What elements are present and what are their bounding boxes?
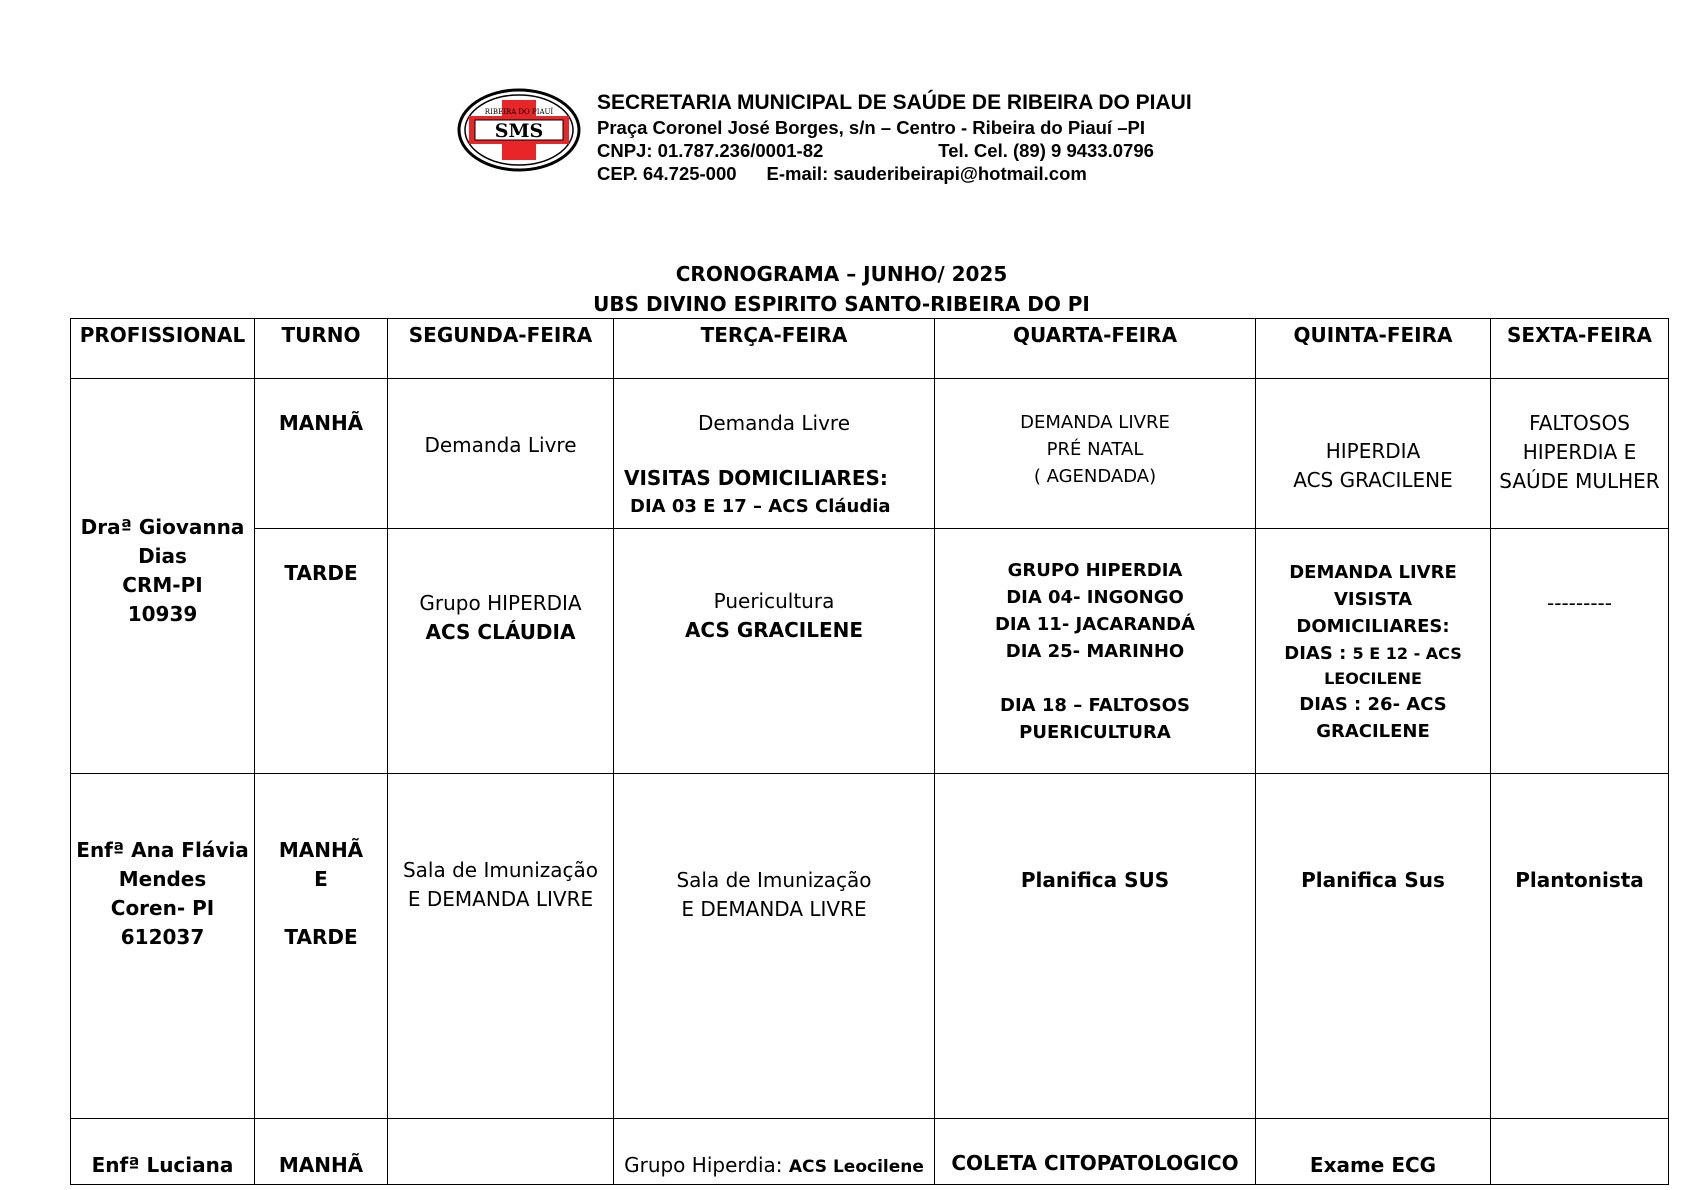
contact-line-1 bbox=[597, 139, 1192, 162]
table-row bbox=[71, 774, 1669, 1119]
cell-line: DOMICILIARES: bbox=[1296, 616, 1450, 637]
cell-line: MANHÃ bbox=[278, 838, 364, 862]
cell-line: DIAS : 26- ACS bbox=[1299, 694, 1447, 715]
phone: Tel. Cel. (89) 9 9433.0796 bbox=[938, 140, 1154, 161]
cell-line: DIAS : bbox=[1284, 643, 1353, 664]
cell-line: GRACILENE bbox=[1316, 721, 1430, 742]
cell-line: E DEMANDA LIVRE bbox=[407, 887, 594, 911]
cell-line: DIA 25- MARINHO bbox=[1005, 641, 1185, 662]
cell-line: 5 E 12 - ACS bbox=[1352, 644, 1462, 663]
contact-line-2 bbox=[597, 162, 1192, 185]
cell-line: DEMANDA LIVRE bbox=[1289, 562, 1457, 583]
cell-line: E bbox=[314, 867, 328, 891]
schedule-cell: Planifica SUS bbox=[935, 774, 1256, 1119]
cell-line: DIA 18 – FALTOSOS bbox=[1000, 695, 1190, 716]
schedule-cell bbox=[614, 529, 935, 774]
cell-line: TARDE bbox=[284, 925, 358, 949]
professional-cell bbox=[71, 379, 255, 774]
professional-registry: 10939 bbox=[127, 602, 198, 626]
cell-line: E DEMANDA LIVRE bbox=[681, 897, 867, 921]
table-row bbox=[71, 1119, 1669, 1185]
cep: CEP. 64.725-000 bbox=[597, 163, 737, 184]
turno-cell bbox=[255, 774, 388, 1119]
schedule-title: CRONOGRAMA – JUNHO/ 2025 bbox=[675, 262, 1008, 286]
professional-registry: Coren- PI bbox=[110, 896, 215, 920]
cell-line: ACS GRACILENE bbox=[684, 618, 864, 642]
professional-registry: 612037 bbox=[120, 925, 205, 949]
schedule-cell bbox=[388, 1119, 614, 1185]
schedule-cell: COLETA CITOPATOLOGICO bbox=[935, 1119, 1256, 1185]
cell-line: PRÉ NATAL bbox=[1046, 439, 1144, 460]
schedule-cell bbox=[614, 1119, 935, 1185]
cell-line: DIA 11- JACARANDÁ bbox=[994, 614, 1196, 635]
cell-line: Demanda Livre bbox=[697, 411, 851, 435]
schedule-cell bbox=[1256, 529, 1491, 774]
professional-cell bbox=[71, 774, 255, 1119]
professional-name: Enfª Ana Flávia bbox=[76, 838, 249, 862]
org-name: SECRETARIA MUNICIPAL DE SAÚDE DE RIBEIRA DO PIAUI bbox=[597, 91, 1192, 114]
col-header: PROFISSIONAL bbox=[71, 319, 255, 379]
svg-text:SMS: SMS bbox=[494, 120, 544, 142]
schedule-cell bbox=[1256, 379, 1491, 529]
cell-line: ( AGENDADA) bbox=[1033, 466, 1157, 487]
col-header: SEXTA-FEIRA bbox=[1491, 319, 1669, 379]
schedule-cell bbox=[614, 774, 935, 1119]
address: Praça Coronel José Borges, s/n – Centro - Ribeira do Piauí –PI bbox=[597, 117, 1145, 138]
cell-line: DIA 03 E 17 – ACS Cláudia bbox=[630, 496, 891, 517]
cell-line: ACS CLÁUDIA bbox=[425, 620, 576, 644]
cell-line: FALTOSOS bbox=[1529, 411, 1630, 435]
cell-line: HIPERDIA bbox=[1325, 439, 1421, 463]
turno-cell: TARDE bbox=[255, 529, 388, 774]
schedule-cell: Planifica Sus bbox=[1256, 774, 1491, 1119]
schedule-cell bbox=[1491, 379, 1669, 529]
professional-name: Draª Giovanna bbox=[80, 515, 245, 539]
cell-line: DIA 04- INGONGO bbox=[1006, 587, 1184, 608]
schedule-table bbox=[70, 318, 1669, 1185]
table-header-row bbox=[71, 319, 1669, 379]
cell-line: Puericultura bbox=[713, 589, 835, 613]
cell-line: VISISTA bbox=[1333, 589, 1413, 610]
cell-line: DEMANDA LIVRE bbox=[1020, 412, 1170, 433]
schedule-cell bbox=[935, 379, 1256, 529]
professional-registry: CRM-PI bbox=[122, 573, 203, 597]
col-header: QUINTA-FEIRA bbox=[1256, 319, 1491, 379]
cell-line: ACS GRACILENE bbox=[1293, 468, 1453, 492]
schedule-cell bbox=[388, 774, 614, 1119]
schedule-cell: Demanda Livre bbox=[388, 379, 614, 529]
cell-line: LEOCILENE bbox=[1324, 669, 1422, 688]
schedule-cell bbox=[935, 529, 1256, 774]
cell-line: ACS Leocilene bbox=[788, 1157, 924, 1177]
turno-cell: MANHÃ bbox=[255, 379, 388, 529]
schedule-cell bbox=[388, 529, 614, 774]
schedule-cell: Exame ECG bbox=[1256, 1119, 1491, 1185]
letterhead bbox=[457, 88, 1257, 184]
schedule-cell bbox=[614, 379, 935, 529]
col-header: SEGUNDA-FEIRA bbox=[388, 319, 614, 379]
col-header: TURNO bbox=[255, 319, 388, 379]
cell-line: HIPERDIA E bbox=[1522, 440, 1637, 464]
turno-cell: MANHÃ bbox=[255, 1119, 388, 1185]
cnpj: CNPJ: 01.787.236/0001-82 bbox=[597, 140, 824, 161]
schedule-subtitle: UBS DIVINO ESPIRITO SANTO-RIBEIRA DO PI bbox=[593, 292, 1090, 316]
table-row bbox=[71, 379, 1669, 529]
cell-line: Grupo HIPERDIA bbox=[419, 591, 582, 615]
sms-logo bbox=[457, 88, 581, 172]
cell-line: Grupo Hiperdia: bbox=[624, 1153, 789, 1177]
svg-text:RIBEIRA DO PIAUÍ: RIBEIRA DO PIAUÍ bbox=[484, 108, 554, 116]
col-header: QUARTA-FEIRA bbox=[935, 319, 1256, 379]
cell-line: PUERICULTURA bbox=[1019, 722, 1171, 743]
cell-line: VISITAS DOMICILIARES: bbox=[624, 466, 888, 490]
email: E-mail: sauderibeirapi@hotmail.com bbox=[766, 163, 1087, 184]
professional-name: Dias bbox=[138, 544, 187, 568]
col-header: TERÇA-FEIRA bbox=[614, 319, 935, 379]
schedule-cell: --------- bbox=[1491, 529, 1669, 774]
cell-line: SAÚDE MULHER bbox=[1499, 469, 1660, 493]
cell-line: GRUPO HIPERDIA bbox=[1007, 560, 1183, 581]
table-row bbox=[71, 529, 1669, 774]
schedule-cell bbox=[1491, 1119, 1669, 1185]
cell-line: Sala de Imunização bbox=[676, 868, 872, 892]
cell-line: Sala de Imunização bbox=[402, 858, 598, 882]
professional-name: Mendes bbox=[118, 867, 207, 891]
professional-cell: Enfª Luciana bbox=[71, 1119, 255, 1185]
schedule-cell: Plantonista bbox=[1491, 774, 1669, 1119]
letterhead-text bbox=[597, 90, 1192, 185]
